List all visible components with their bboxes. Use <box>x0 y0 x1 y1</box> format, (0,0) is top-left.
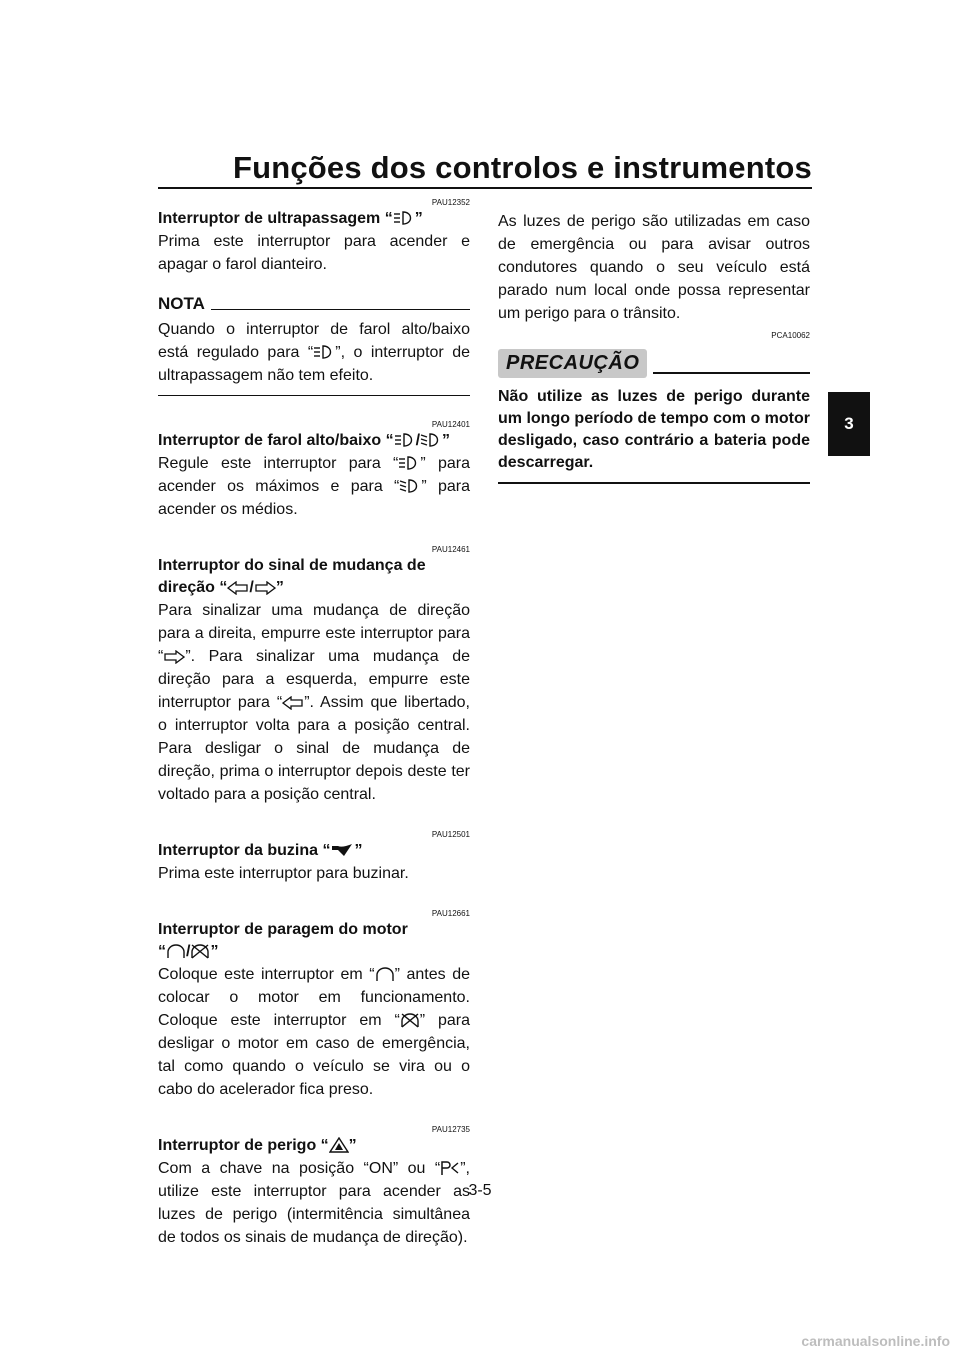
section-heading-turn-signal: Interruptor do sinal de mudança de direção “ / ” <box>158 557 426 596</box>
section-code: PAU12352 <box>431 198 470 207</box>
engine-run-icon <box>375 966 395 982</box>
high-beam-icon <box>313 344 335 360</box>
engine-run-icon <box>166 943 186 959</box>
section-body: Coloque este interruptor em “ ” antes de colocar o motor em funcionamento. Coloque este interruptor em “ ” para desligar o motor em caso de emergência, tal como quando o veículo se vira ou o cabo do acelerador fica preso. <box>158 966 470 1098</box>
engine-stop-icon <box>400 1012 420 1028</box>
caution-header <box>498 349 810 378</box>
hazard-icon <box>329 1137 349 1153</box>
turn-right-icon <box>163 650 185 664</box>
caution-code: PCA10062 <box>771 331 810 340</box>
section-body: Regule este interruptor para “ ” para acender os máximos e para “ ” para acender os médios. <box>158 455 471 518</box>
section-body: Para sinalizar uma mudança de direção para a direita, empurre este interruptor para “ ”. Para sinalizar uma mudança de direção para a esquerda, empurre este interruptor para “ ”. Assim que libertado, o interruptor volta para a posição central. Para desligar o sinal de mudança de direção, prima o interruptor depois deste ter voltado para a posição central. <box>158 602 471 803</box>
section-heading-hazard: Interruptor de perigo “ ” <box>158 1137 357 1154</box>
engine-stop-icon <box>190 943 210 959</box>
caution-label: PRECAUÇÃO <box>498 349 647 378</box>
page-number: 3-5 <box>468 1182 492 1199</box>
section-code: PAU12401 <box>431 420 470 429</box>
parking-icon <box>440 1160 460 1176</box>
note-text: Quando o interruptor de farol alto/baixo está regulado para “ ”, o interruptor de ultrapassagem não tem efeito. <box>158 321 470 384</box>
turn-left-icon <box>282 696 304 710</box>
page-title: Funções dos controlos e instrumentos <box>232 150 812 185</box>
section-body: Prima este interruptor para buzinar. <box>158 865 409 882</box>
turn-right-icon <box>254 581 276 595</box>
watermark: carmanualsonline.info <box>801 1333 950 1349</box>
low-beam-icon <box>399 478 421 494</box>
turn-left-icon <box>227 581 249 595</box>
left-column <box>158 198 470 1249</box>
section-heading-beam-switch: Interruptor de farol alto/baixo “ / ” <box>158 432 451 449</box>
note-header <box>158 294 470 314</box>
hazard-info-text: As luzes de perigo são utilizadas em caso de emergência ou para avisar outros condutores quando o seu veículo está parado num local onde possa representar um perigo para o trânsito. <box>498 213 810 322</box>
section-heading-engine-stop: Interruptor de paragem do motor <box>158 921 408 938</box>
section-code: PAU12735 <box>431 1125 470 1134</box>
section-code: PAU12501 <box>431 830 470 839</box>
section-body: Prima este interruptor para acender e apagar o farol dianteiro. <box>158 233 470 273</box>
chapter-tab: 3 <box>828 392 870 456</box>
caution-text: Não utilize as luzes de perigo durante um longo período de tempo com o motor desligado, caso contrário a bateria pode descarregar. <box>498 388 810 471</box>
high-beam-icon <box>394 432 416 448</box>
right-column <box>498 210 810 484</box>
section-body: Com a chave na posição “ON” ou “ ”, utilize este interruptor para acender as luzes de perigo (intermitência simultânea de todos os sinais de mudança de direção). <box>158 1160 470 1246</box>
section-heading-pass-switch: Interruptor de ultrapassagem “ ” <box>158 210 423 227</box>
horn-icon <box>330 842 354 858</box>
caution-end-rule <box>498 482 810 484</box>
section-code: PAU12661 <box>431 909 470 918</box>
section-code: PAU12461 <box>431 545 470 554</box>
low-beam-icon <box>420 432 442 448</box>
heading-text: Interruptor de ultrapassagem “ <box>158 210 393 227</box>
note-label: NOTA <box>158 294 205 313</box>
section-heading-engine-stop-icons: “ / ” <box>158 943 219 960</box>
high-beam-icon <box>398 455 420 471</box>
high-beam-icon <box>393 210 415 226</box>
section-heading-horn: Interruptor da buzina “ ” <box>158 842 363 859</box>
title-rule <box>158 187 812 189</box>
